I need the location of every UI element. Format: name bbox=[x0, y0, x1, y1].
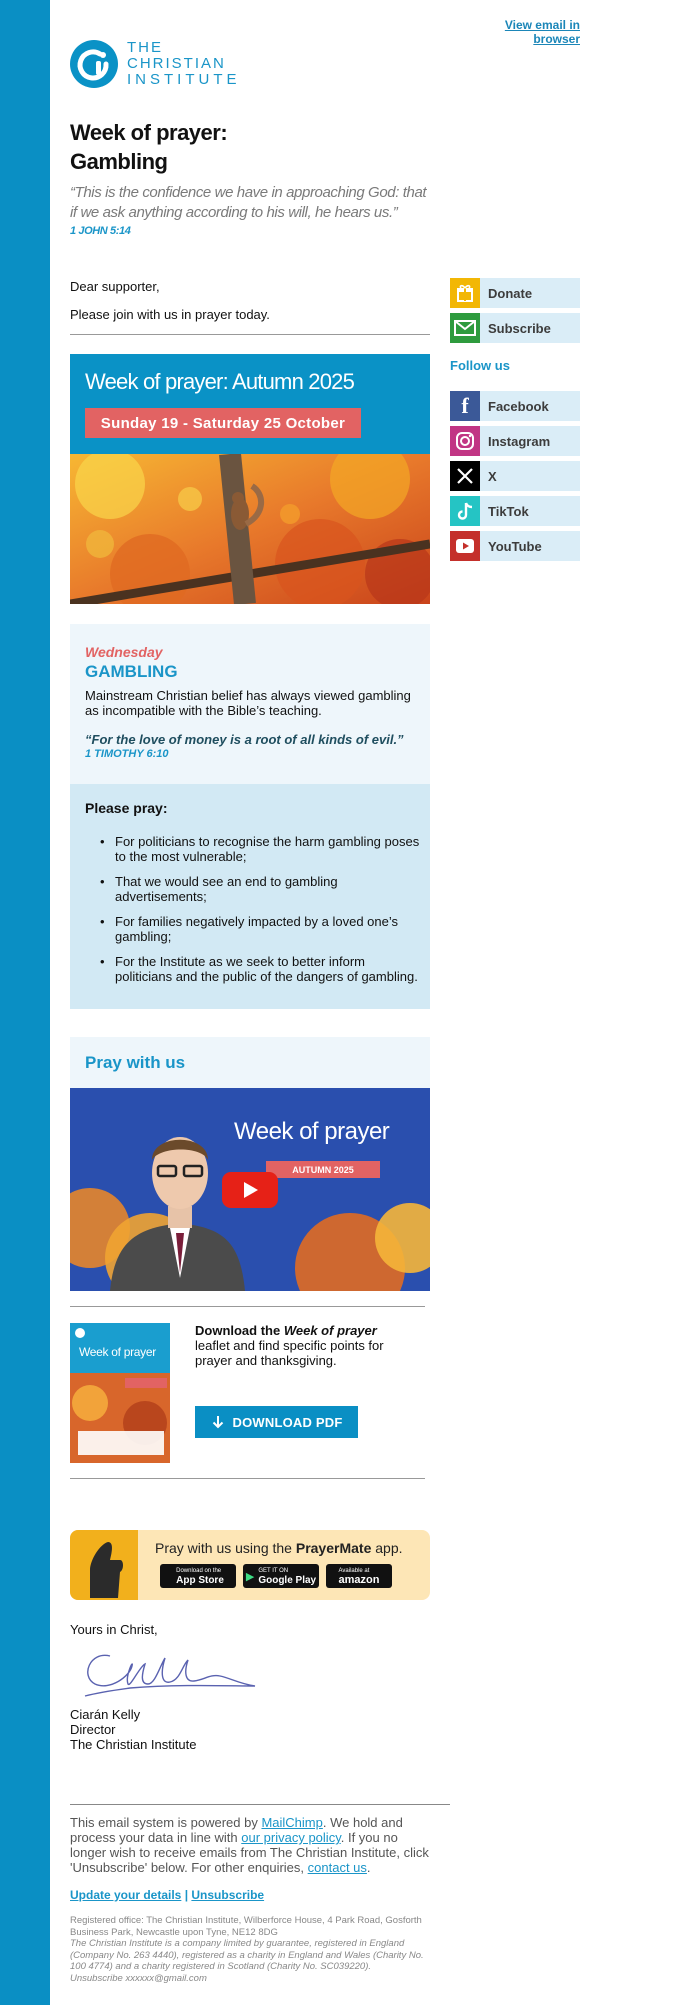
tiktok-link[interactable] bbox=[450, 496, 580, 526]
follow-us-heading: Follow us bbox=[450, 358, 510, 373]
prayer-list bbox=[100, 834, 420, 994]
signature-image bbox=[70, 1636, 290, 1710]
unsubscribe-email: Unsubscribe xxxxxx@gmail.com bbox=[70, 1972, 207, 1984]
envelope-icon bbox=[450, 313, 480, 343]
subscribe-label: Subscribe bbox=[488, 320, 551, 336]
day-quote: “For the love of money is a root of all kinds of evil.” bbox=[85, 732, 404, 747]
day-quote-ref: 1 TIMOTHY 6:10 bbox=[85, 748, 169, 760]
prayermate-app-icon bbox=[70, 1530, 138, 1600]
left-accent-bar bbox=[0, 0, 50, 2005]
page-title: Week of prayer: Gambling bbox=[70, 120, 228, 174]
prayer-item: • That we would see an end to gambling advertisements; bbox=[100, 874, 420, 904]
logo-wordmark: THE CHRISTIAN INSTITUTE bbox=[127, 39, 241, 88]
instagram-link[interactable] bbox=[450, 426, 580, 456]
donate-label: Donate bbox=[488, 285, 533, 301]
leaflet-text-post: leaflet and find specific points for prayer and thanksgiving. bbox=[195, 1338, 384, 1368]
x-link[interactable] bbox=[450, 461, 580, 491]
video-thumbnail[interactable] bbox=[70, 1088, 430, 1291]
day-name: Wednesday bbox=[85, 644, 163, 660]
pray-with-us-label: Pray with us bbox=[85, 1053, 186, 1072]
footer-text: This email system is powered by MailChimp. We hold and process your data in line with our privacy policy. If you no longer wish to receive emails from The Christian Institute, click 'Unsubscribe' below. For other enquiries, contact us. bbox=[70, 1815, 429, 1875]
logo[interactable] bbox=[70, 38, 260, 90]
banner-title: Week of prayer: Autumn 2025 bbox=[85, 369, 355, 394]
legal-text bbox=[70, 1915, 430, 1984]
prayermate-text bbox=[155, 1540, 403, 1556]
prayer-heading: Please pray: bbox=[85, 800, 168, 816]
footer-separator: | bbox=[181, 1888, 192, 1902]
update-details-link[interactable]: Update your details bbox=[70, 1888, 182, 1902]
play-store-icon: ▶ bbox=[245, 1570, 255, 1583]
autumn-squirrel-image bbox=[70, 454, 430, 604]
google-play-badge[interactable]: ▶ GET IT ON Google Play bbox=[243, 1564, 319, 1588]
youtube-label: YouTube bbox=[488, 538, 542, 554]
signer-name: Ciarán Kelly bbox=[70, 1707, 141, 1722]
intro-text: Please join with us in prayer today. bbox=[70, 307, 270, 322]
prayer-points bbox=[70, 784, 430, 1009]
signer-org: The Christian Institute bbox=[70, 1737, 197, 1752]
prayer-item: • For the Institute as we seek to better inform politicians and the public of the dangers of gambling. bbox=[100, 954, 420, 984]
prayer-item: • For families negatively impacted by a loved one’s gambling; bbox=[100, 914, 420, 944]
prayer-item: • For politicians to recognise the harm gambling poses to the most vulnerable; bbox=[100, 834, 420, 864]
footer-links bbox=[70, 1888, 264, 1902]
signer-block bbox=[70, 1707, 196, 1752]
day-topic: GAMBLING bbox=[85, 662, 178, 681]
bible-verse-ref: 1 JOHN 5:14 bbox=[70, 225, 131, 237]
prayermate-app-name: PrayerMate bbox=[295, 1540, 372, 1556]
x-label: X bbox=[488, 468, 497, 484]
facebook-link[interactable] bbox=[450, 391, 580, 421]
prayermate-text-post: app. bbox=[371, 1540, 403, 1556]
logo-mark-icon bbox=[70, 40, 118, 88]
divider bbox=[70, 334, 430, 335]
leaflet-cover-title: Week of prayer bbox=[79, 1345, 156, 1359]
download-pdf-label: DOWNLOAD PDF bbox=[232, 1414, 343, 1430]
charity-info: The Christian Institute is a company limited by guarantee, registered in England (Company No. 263 4440), registered as a charity in England and Wales (Charity No. 100 4774) and a charity registered in Scotland (Charity No. SC039220). bbox=[70, 1938, 424, 1972]
video-badge: AUTUMN 2025 bbox=[266, 1161, 380, 1178]
view-in-browser-link[interactable]: View email in browser bbox=[504, 18, 580, 46]
leaflet-text bbox=[195, 1323, 385, 1368]
day-section bbox=[70, 624, 430, 784]
banner-dates: Sunday 19 - Saturday 25 October bbox=[85, 408, 361, 438]
download-pdf-button[interactable] bbox=[195, 1406, 358, 1438]
divider bbox=[70, 1306, 425, 1307]
pray-with-us-heading bbox=[70, 1037, 430, 1088]
play-icon[interactable] bbox=[222, 1172, 278, 1208]
arrow-down-icon bbox=[211, 1415, 225, 1429]
prayermate-banner[interactable] bbox=[70, 1530, 430, 1600]
donate-button[interactable] bbox=[450, 278, 580, 308]
instagram-icon bbox=[450, 426, 480, 456]
mailchimp-link[interactable]: MailChimp bbox=[261, 1815, 323, 1830]
x-icon bbox=[450, 461, 480, 491]
gift-icon bbox=[450, 278, 480, 308]
video-title: Week of prayer bbox=[234, 1118, 390, 1145]
privacy-policy-link[interactable]: our privacy policy bbox=[241, 1830, 341, 1845]
facebook-icon: f bbox=[450, 391, 480, 421]
youtube-link[interactable] bbox=[450, 531, 580, 561]
amazon-badge[interactable]: Available at amazon bbox=[326, 1564, 392, 1588]
contact-us-link[interactable]: contact us bbox=[307, 1860, 367, 1875]
signer-role: Director bbox=[70, 1722, 116, 1737]
greeting: Dear supporter, bbox=[70, 279, 160, 294]
prayermate-text-pre: Pray with us using the bbox=[155, 1540, 296, 1556]
bible-verse: “This is the confidence we have in approaching God: that if we ask anything according to his will, he hears us.” bbox=[70, 184, 427, 221]
app-store-badge[interactable]: Download on the App Store bbox=[160, 1564, 236, 1588]
registered-office: Registered office: The Christian Institute, Wilberforce House, 4 Park Road, Gosforth Business Park, Newcastle upon Tyne, NE12 8DG bbox=[70, 1915, 422, 1938]
divider bbox=[70, 1804, 450, 1805]
instagram-label: Instagram bbox=[488, 433, 551, 449]
leaflet-text-em: Week of prayer bbox=[283, 1323, 377, 1338]
unsubscribe-link[interactable]: Unsubscribe bbox=[191, 1888, 265, 1902]
tiktok-label: TikTok bbox=[488, 503, 529, 519]
tiktok-icon bbox=[450, 496, 480, 526]
facebook-label: Facebook bbox=[488, 398, 549, 414]
week-of-prayer-banner bbox=[70, 354, 430, 454]
day-text: Mainstream Christian belief has always viewed gambling as incompatible with the Bible’s teaching. bbox=[85, 688, 411, 718]
closing: Yours in Christ, bbox=[70, 1622, 158, 1637]
leaflet-text-pre: Download the bbox=[195, 1323, 284, 1338]
youtube-icon bbox=[450, 531, 480, 561]
leaflet-cover-image[interactable] bbox=[70, 1323, 170, 1463]
divider bbox=[70, 1478, 425, 1479]
subscribe-button[interactable] bbox=[450, 313, 580, 343]
